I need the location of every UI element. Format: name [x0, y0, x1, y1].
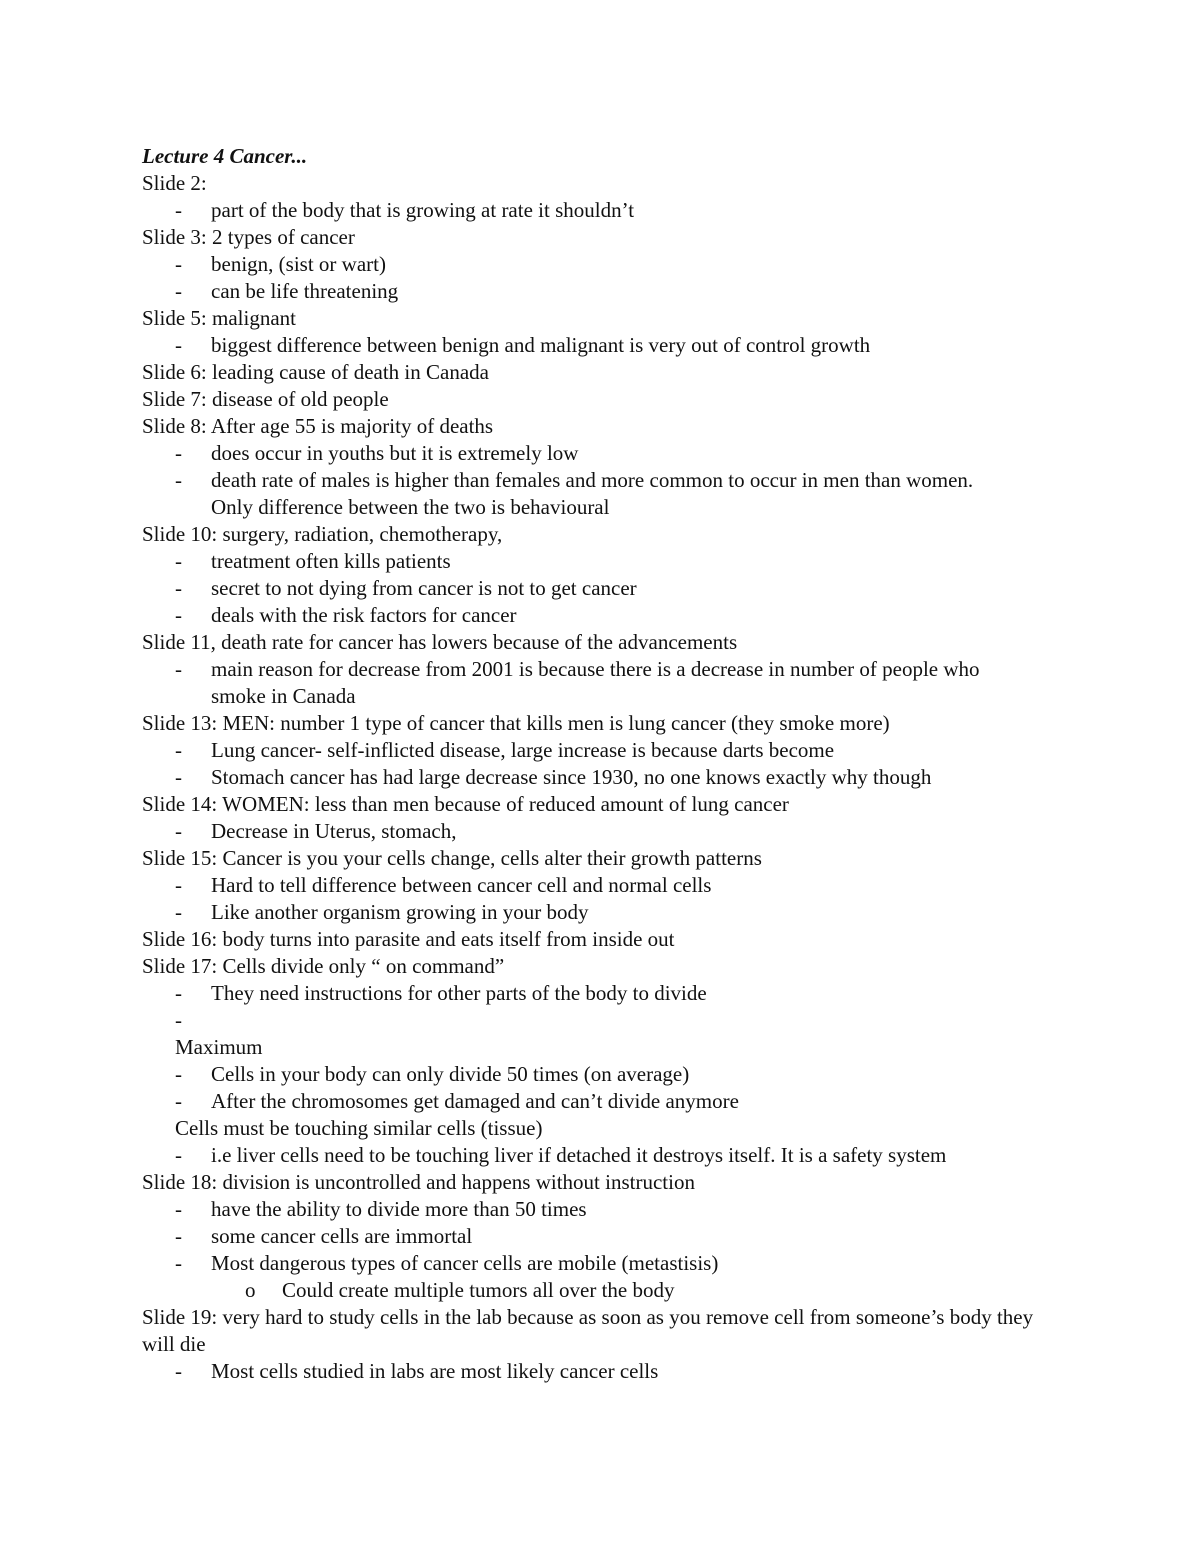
slide-18-heading: Slide 18: division is uncontrolled and happens without instruction — [142, 1170, 695, 1194]
list-item: - death rate of males is higher than females and more common to occur in men than women. Only difference between the two is behavioural — [175, 468, 974, 519]
dash-bullet: - — [175, 576, 182, 600]
dash-bullet: - — [175, 873, 182, 897]
list-item: - some cancer cells are immortal — [175, 1224, 473, 1248]
dash-bullet: - — [175, 549, 182, 573]
dash-bullet: - — [175, 333, 182, 357]
list-item — [142, 1007, 1062, 1034]
dash-bullet: - — [175, 603, 182, 627]
list-item: - After the chromosomes get damaged and can’t divide anymore — [175, 1089, 739, 1113]
slide-11-heading: Slide 11, death rate for cancer has lowers because of the advancements — [142, 630, 738, 654]
dash-bullet: - — [175, 1143, 182, 1167]
dash-bullet: - — [175, 738, 182, 762]
dash-bullet: - — [175, 468, 182, 492]
slide-5-heading: Slide 5: malignant — [142, 306, 296, 330]
slide-10-heading: Slide 10: surgery, radiation, chemotherapy, — [142, 522, 503, 546]
list-item: - They need instructions for other parts of the body to divide — [175, 981, 707, 1005]
list-item: - Decrease in Uterus, stomach, — [175, 819, 457, 843]
dash-bullet: - — [175, 900, 182, 924]
slide-3-heading: Slide 3: 2 types of cancer — [142, 225, 355, 249]
circle-bullet: o — [245, 1278, 256, 1302]
slide-14-heading: Slide 14: WOMEN: less than men because of reduced amount of lung cancer — [142, 792, 789, 816]
list-item: - Most cells studied in labs are most likely cancer cells — [175, 1359, 659, 1383]
list-item: - have the ability to divide more than 50 times — [175, 1197, 587, 1221]
sub-list-item: o Could create multiple tumors all over the body — [245, 1278, 675, 1302]
dash-bullet: - — [175, 819, 182, 843]
dash-bullet: - — [175, 252, 182, 276]
list-item: - does occur in youths but it is extremely low — [175, 441, 579, 465]
list-item: - Cells in your body can only divide 50 times (on average) — [175, 1062, 690, 1086]
list-item: - can be life threatening — [175, 279, 399, 303]
slide-6-heading: Slide 6: leading cause of death in Canada — [142, 360, 489, 384]
list-item: - main reason for decrease from 2001 is because there is a decrease in number of people who smoke in Canada — [175, 657, 980, 708]
slide-16-heading: Slide 16: body turns into parasite and eats itself from inside out — [142, 927, 675, 951]
list-item: - Most dangerous types of cancer cells are mobile (metastisis) — [175, 1251, 719, 1275]
dash-bullet: - — [175, 1062, 182, 1086]
subheading-touching: Cells must be touching similar cells (tissue) — [175, 1116, 543, 1140]
dash-bullet: - — [175, 1224, 182, 1248]
slide-13-heading: Slide 13: MEN: number 1 type of cancer that kills men is lung cancer (they smoke more) — [142, 711, 890, 735]
slide-15-heading: Slide 15: Cancer is you your cells change, cells alter their growth patterns — [142, 846, 762, 870]
list-item: - Hard to tell difference between cancer cell and normal cells — [175, 873, 712, 897]
slide-2-heading: Slide 2: — [142, 171, 207, 195]
list-item: - Lung cancer- self-inflicted disease, large increase is because darts become — [175, 738, 835, 762]
list-item: - benign, (sist or wart) — [175, 252, 386, 276]
dash-bullet: - — [175, 657, 182, 681]
list-item: - i.e liver cells need to be touching liver if detached it destroys itself. It is a safety system — [175, 1143, 947, 1167]
dash-bullet: - — [175, 1008, 182, 1032]
document-title: Lecture 4 Cancer... — [142, 144, 308, 168]
dash-bullet: - — [175, 1251, 182, 1275]
list-item: - secret to not dying from cancer is not to get cancer — [175, 576, 637, 600]
dash-bullet: - — [175, 1359, 182, 1383]
slide-8-heading: Slide 8: After age 55 is majority of deaths — [142, 414, 494, 438]
dash-bullet: - — [175, 1197, 182, 1221]
list-item: - treatment often kills patients — [175, 549, 451, 573]
document-body — [142, 143, 1062, 1385]
slide-17-heading: Slide 17: Cells divide only “ on command” — [142, 954, 505, 978]
list-item: - part of the body that is growing at rate it shouldn’t — [175, 198, 635, 222]
dash-bullet: - — [175, 981, 182, 1005]
dash-bullet: - — [175, 198, 182, 222]
dash-bullet: - — [175, 1089, 182, 1113]
dash-bullet: - — [175, 279, 182, 303]
list-item: - Stomach cancer has had large decrease since 1930, no one knows exactly why though — [175, 765, 932, 789]
subheading-maximum: Maximum — [175, 1035, 263, 1059]
list-item: - Like another organism growing in your body — [175, 900, 589, 924]
dash-bullet: - — [175, 441, 182, 465]
slide-7-heading: Slide 7: disease of old people — [142, 387, 389, 411]
slide-19-heading: Slide 19: very hard to study cells in the lab because as soon as you remove cell from someone’s body they will die — [142, 1305, 1034, 1356]
list-item: - biggest difference between benign and malignant is very out of control growth — [175, 333, 871, 357]
list-item: - deals with the risk factors for cancer — [175, 603, 517, 627]
dash-bullet: - — [175, 765, 182, 789]
